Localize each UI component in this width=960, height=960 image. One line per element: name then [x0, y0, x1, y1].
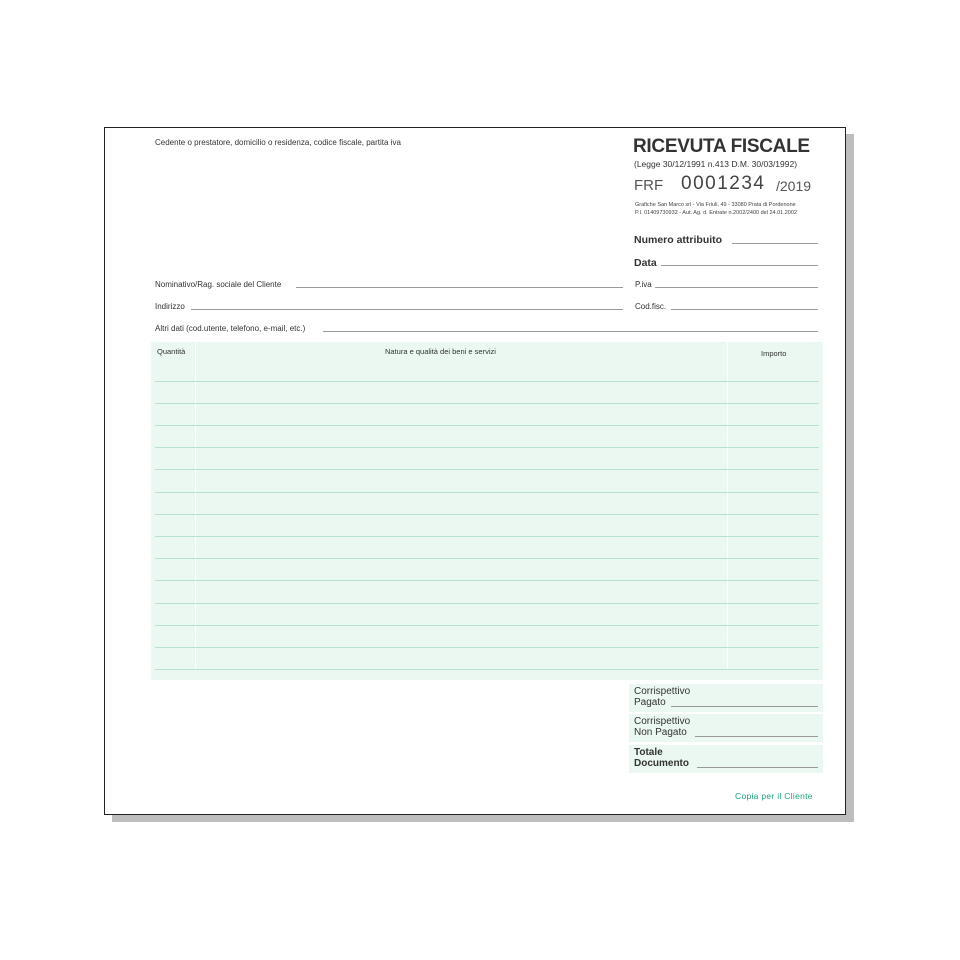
table-row[interactable]	[155, 403, 819, 404]
table-row[interactable]	[155, 647, 819, 648]
corrispettivo-non-pagato-label	[634, 716, 690, 738]
corrispettivo-pagato-line[interactable]	[671, 706, 818, 707]
table-row[interactable]	[155, 603, 819, 604]
table-row[interactable]	[155, 536, 819, 537]
table-row[interactable]	[155, 425, 819, 426]
table-row[interactable]	[155, 580, 819, 581]
receipt-year: /2019	[776, 178, 812, 194]
receipt-sheet	[104, 127, 846, 815]
printer-line-2: P.I. 01409730932 - Aut. Ag. d. Entrate n.2002/2400 del 24.01.2002	[635, 210, 797, 216]
table-row[interactable]	[155, 447, 819, 448]
altri-dati-label: Altri dati (cod.utente, telefono, e-mail, etc.)	[155, 324, 306, 333]
nominativo-label: Nominativo/Rag. sociale del Cliente	[155, 280, 282, 289]
col-header-natura: Natura e qualità dei beni e servizi	[385, 347, 496, 356]
table-row[interactable]	[155, 558, 819, 559]
items-table	[151, 342, 823, 680]
corrispettivo-pagato-label	[634, 686, 690, 708]
data-line[interactable]	[661, 265, 818, 266]
corrispettivo-non-pagato-line2: Non Pagato	[634, 727, 687, 738]
col-header-quantita: Quantità	[157, 347, 186, 356]
series-code: FRF	[634, 177, 664, 194]
table-row[interactable]	[155, 492, 819, 493]
altri-dati-line[interactable]	[323, 331, 818, 332]
corrispettivo-pagato-line1: Corrispettivo	[634, 686, 691, 697]
table-col-separator-1	[195, 342, 196, 670]
table-row[interactable]	[155, 469, 819, 470]
numero-attribuito-line[interactable]	[732, 243, 818, 244]
printer-line-1: Grafiche San Marco srl - Via Friuli, 49 - 33080 Prata di Pordenone	[635, 202, 796, 208]
nominativo-line[interactable]	[296, 287, 623, 288]
table-col-separator-2	[727, 342, 728, 670]
copia-cliente-label: Copia per il Cliente	[735, 791, 813, 801]
corrispettivo-non-pagato-line1: Corrispettivo	[634, 716, 691, 727]
corrispettivo-pagato-line2: Pagato	[634, 697, 666, 708]
piva-label: P.iva	[635, 280, 652, 289]
totale-documento-line1: Totale	[634, 747, 663, 758]
col-header-importo: Importo	[761, 349, 787, 358]
totale-documento-label	[634, 747, 689, 769]
piva-line[interactable]	[655, 287, 818, 288]
indirizzo-line[interactable]	[191, 309, 623, 310]
document-title: RICEVUTA FISCALE	[633, 136, 810, 157]
codfisc-label: Cod.fisc.	[635, 302, 667, 311]
corrispettivo-non-pagato-line[interactable]	[695, 736, 818, 737]
table-row[interactable]	[155, 669, 819, 670]
indirizzo-label: Indirizzo	[155, 302, 185, 311]
totale-documento-line[interactable]	[697, 767, 818, 768]
codfisc-line[interactable]	[671, 309, 818, 310]
data-label: Data	[634, 257, 657, 269]
table-row[interactable]	[155, 514, 819, 515]
totale-documento-line2: Documento	[634, 758, 689, 769]
numero-attribuito-label: Numero attribuito	[634, 234, 723, 246]
receipt-number: 0001234	[681, 173, 766, 194]
table-row[interactable]	[155, 625, 819, 626]
cedente-label: Cedente o prestatore, domicilio o residenza, codice fiscale, partita iva	[155, 138, 401, 147]
table-row[interactable]	[155, 381, 819, 382]
legge-reference: (Legge 30/12/1991 n.413 D.M. 30/03/1992)	[634, 159, 798, 169]
